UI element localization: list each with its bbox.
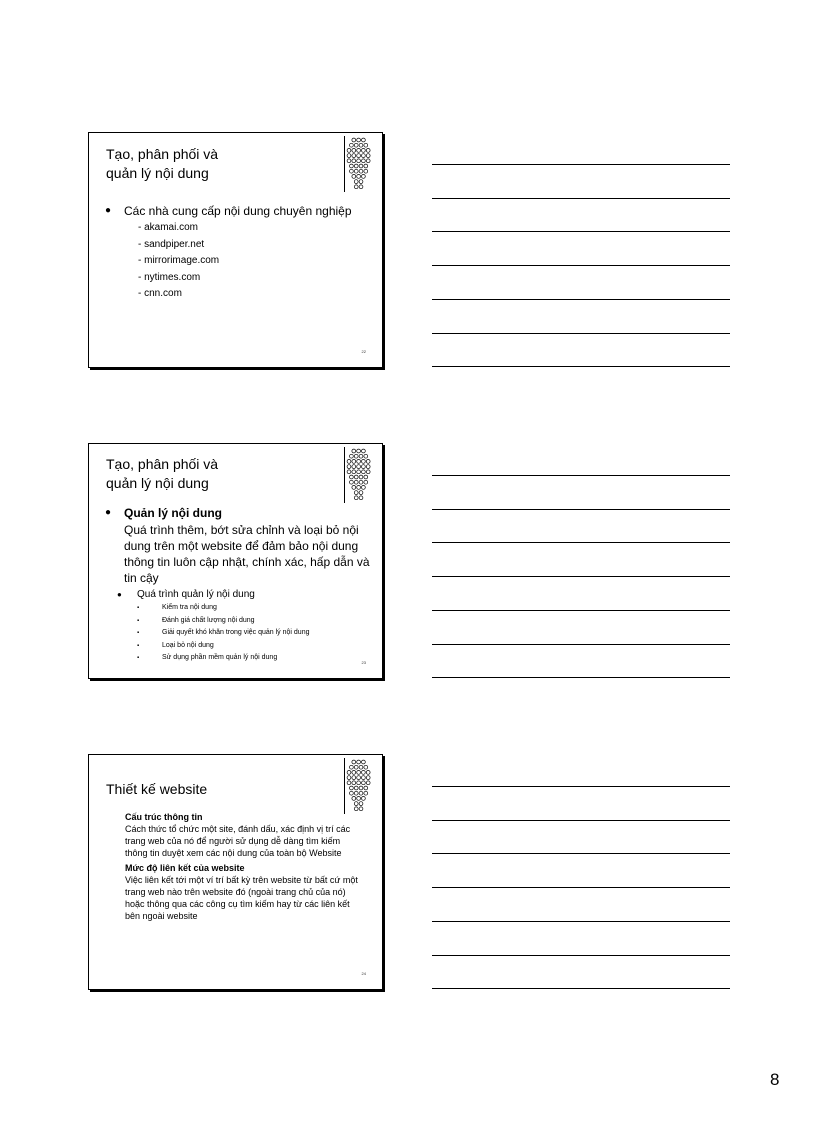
dot-icon (357, 760, 361, 764)
dot-icon (352, 175, 356, 179)
dot-icon (354, 454, 358, 458)
note-line (432, 164, 730, 165)
note-line (432, 333, 730, 334)
bullet-item: ● Các nhà cung cấp nội dung chuyên nghiệp (105, 204, 352, 218)
dot-icon (362, 460, 366, 464)
dot-icon (354, 802, 358, 806)
list-item: - mirrorimage.com (138, 255, 220, 266)
dot-icon (359, 765, 363, 769)
list-item: ▪ Giải quyết khó khăn trong việc quản lý nội dung (137, 627, 370, 640)
dot-icon (350, 765, 354, 769)
dot-icon (359, 496, 363, 500)
dot-icon (354, 164, 358, 168)
dot-icon (347, 460, 351, 464)
sub-bullet-item: ● Quá trình quản lý nội dung (117, 589, 255, 600)
dot-icon (352, 776, 356, 780)
dot-icon (362, 159, 366, 163)
note-line (432, 299, 730, 300)
dot-icon (357, 465, 361, 469)
square-bullet-icon: ▪ (137, 630, 140, 636)
slide-number: 22 (361, 349, 366, 354)
dot-icon (364, 765, 368, 769)
bullet-dot-icon: ● (105, 205, 112, 216)
dot-grid-decoration-icon (345, 448, 381, 504)
dot-icon (347, 470, 351, 474)
dot-icon (357, 149, 361, 153)
bullet-dot-icon: ● (117, 590, 122, 599)
square-bullet-icon: ▪ (137, 605, 140, 611)
note-line (432, 955, 730, 956)
dot-icon (347, 154, 351, 158)
dot-grid-decoration-icon (345, 137, 381, 193)
note-line (432, 198, 730, 199)
process-list (137, 602, 370, 665)
dot-icon (359, 180, 363, 184)
dot-icon (357, 154, 361, 158)
note-line (432, 853, 730, 854)
note-line (432, 988, 730, 989)
dot-icon (362, 138, 366, 142)
dot-icon (359, 802, 363, 806)
section-heading: Cấu trúc thông tin (125, 812, 203, 822)
note-line (432, 921, 730, 922)
dot-icon (350, 475, 354, 479)
dot-icon (354, 791, 358, 795)
dot-icon (359, 454, 363, 458)
dot-icon (366, 149, 370, 153)
dot-icon (364, 791, 368, 795)
dot-icon (352, 797, 356, 801)
dot-icon (352, 486, 356, 490)
note-line (432, 576, 730, 577)
dot-icon (364, 169, 368, 173)
list-item: - cnn.com (138, 288, 182, 299)
dot-icon (362, 465, 366, 469)
dot-icon (357, 449, 361, 453)
note-line (432, 786, 730, 787)
dot-icon (352, 154, 356, 158)
dot-icon (352, 149, 356, 153)
note-line (432, 644, 730, 645)
dot-icon (357, 486, 361, 490)
dot-icon (350, 454, 354, 458)
dot-icon (357, 460, 361, 464)
dot-icon (357, 175, 361, 179)
dot-icon (362, 449, 366, 453)
dot-icon (362, 797, 366, 801)
square-bullet-icon: ▪ (137, 655, 140, 661)
bullet-item: ● Quản lý nội dung (105, 506, 222, 520)
dot-icon (362, 781, 366, 785)
list-item: - nytimes.com (138, 271, 201, 283)
note-line (432, 509, 730, 510)
dot-icon (359, 786, 363, 790)
dot-icon (352, 449, 356, 453)
slide-title: Tạo, phân phối và quản lý nội dung (106, 146, 219, 181)
dot-icon (350, 169, 354, 173)
dot-icon (347, 781, 351, 785)
dot-icon (366, 465, 370, 469)
dot-icon (354, 496, 358, 500)
dot-icon (354, 491, 358, 495)
dot-icon (364, 475, 368, 479)
slide-content (105, 505, 370, 665)
dot-icon (359, 143, 363, 147)
dot-icon (359, 164, 363, 168)
dot-icon (362, 149, 366, 153)
bullet-description: Quá trình thêm, bớt sửa chỉnh và loại bỏ nội dung trên một website để đảm bảo nội dung thông tin luôn cập nhật, chính xác, hấp dẫn và tin cậy (124, 523, 370, 585)
bullet-dot-icon: ● (105, 507, 112, 518)
dot-icon (359, 480, 363, 484)
dot-icon (357, 797, 361, 801)
dot-icon (362, 760, 366, 764)
dot-icon (357, 138, 361, 142)
dot-icon (359, 791, 363, 795)
dot-icon (366, 159, 370, 163)
dot-icon (366, 460, 370, 464)
dot-icon (366, 781, 370, 785)
dot-icon (359, 491, 363, 495)
dot-icon (350, 164, 354, 168)
note-line (432, 475, 730, 476)
dot-icon (362, 175, 366, 179)
dot-icon (350, 791, 354, 795)
dot-icon (354, 180, 358, 184)
dot-icon (364, 480, 368, 484)
slide-23 (88, 443, 383, 679)
page-number: 8 (770, 1070, 780, 1089)
section-text: Cách thức tổ chức một site, đánh dấu, xác định vị trí các trang web của nó để người sử dụng dễ dàng tìm kiếm thông tin duyệt xem các nội dung của toàn bộ Website (125, 824, 351, 858)
dot-icon (347, 776, 351, 780)
dot-icon (357, 771, 361, 775)
dot-icon (362, 486, 366, 490)
dot-grid-decoration-icon (345, 759, 381, 815)
slide-content (125, 811, 365, 926)
dot-icon (352, 781, 356, 785)
dot-icon (362, 776, 366, 780)
slide-title: Tạo, phân phối và quản lý nội dung (106, 456, 219, 491)
dot-icon (350, 786, 354, 790)
note-line (432, 542, 730, 543)
dot-icon (359, 169, 363, 173)
dot-icon (366, 470, 370, 474)
slide-title: Thiết kế website (106, 781, 208, 797)
dot-icon (366, 776, 370, 780)
dot-icon (364, 143, 368, 147)
square-bullet-icon: ▪ (137, 617, 140, 624)
dot-icon (352, 760, 356, 764)
note-line (432, 265, 730, 266)
slide-24 (88, 754, 383, 990)
dot-icon (362, 470, 366, 474)
dot-icon (364, 786, 368, 790)
provider-list (138, 220, 367, 303)
dot-icon (347, 149, 351, 153)
slide-content (105, 203, 367, 303)
section-text: Việc liên kết tới một ví trí bất kỳ trên website từ bất cứ một trang web nào trên website đó (ngoài trang chủ của nó) hoặc thông qua các công cụ tìm kiếm hay từ các liên kết bên ngoài website (125, 875, 358, 921)
note-line (432, 610, 730, 611)
dot-icon (352, 460, 356, 464)
dot-icon (362, 154, 366, 158)
dot-icon (352, 470, 356, 474)
dot-icon (354, 475, 358, 479)
dot-icon (359, 475, 363, 479)
dot-icon (350, 143, 354, 147)
dot-icon (366, 154, 370, 158)
dot-icon (347, 771, 351, 775)
dot-icon (347, 465, 351, 469)
dot-icon (357, 776, 361, 780)
dot-icon (354, 765, 358, 769)
dot-icon (352, 771, 356, 775)
note-line (432, 677, 730, 678)
list-item: ▪ Sử dụng phần mềm quản lý nội dung (137, 652, 370, 665)
slide-number: 23 (361, 660, 366, 665)
dot-icon (354, 786, 358, 790)
list-item: - sandpiper.net (138, 238, 205, 250)
dot-icon (352, 159, 356, 163)
dot-icon (357, 159, 361, 163)
list-item: ▪ Kiểm tra nội dung (137, 602, 370, 615)
dot-icon (350, 480, 354, 484)
list-item: - akamai.com (138, 222, 199, 233)
square-bullet-icon: ▪ (137, 642, 140, 649)
dot-icon (354, 185, 358, 189)
dot-icon (352, 465, 356, 469)
dot-icon (354, 480, 358, 484)
note-line (432, 366, 730, 367)
dot-icon (366, 771, 370, 775)
dot-icon (354, 143, 358, 147)
dot-icon (364, 454, 368, 458)
dot-icon (362, 771, 366, 775)
dot-icon (352, 138, 356, 142)
slide-22 (88, 132, 383, 368)
list-item: ▪ Đánh giá chất lượng nội dung (137, 615, 370, 628)
note-line (432, 231, 730, 232)
dot-icon (357, 470, 361, 474)
section-heading: Mức độ liên kết của website (125, 863, 245, 874)
dot-icon (354, 169, 358, 173)
dot-icon (347, 159, 351, 163)
dot-icon (359, 185, 363, 189)
slide-number: 24 (361, 971, 366, 976)
note-line (432, 820, 730, 821)
dot-icon (364, 164, 368, 168)
dot-icon (357, 781, 361, 785)
list-item: ▪ Loại bỏ nội dung (137, 640, 370, 653)
note-line (432, 887, 730, 888)
